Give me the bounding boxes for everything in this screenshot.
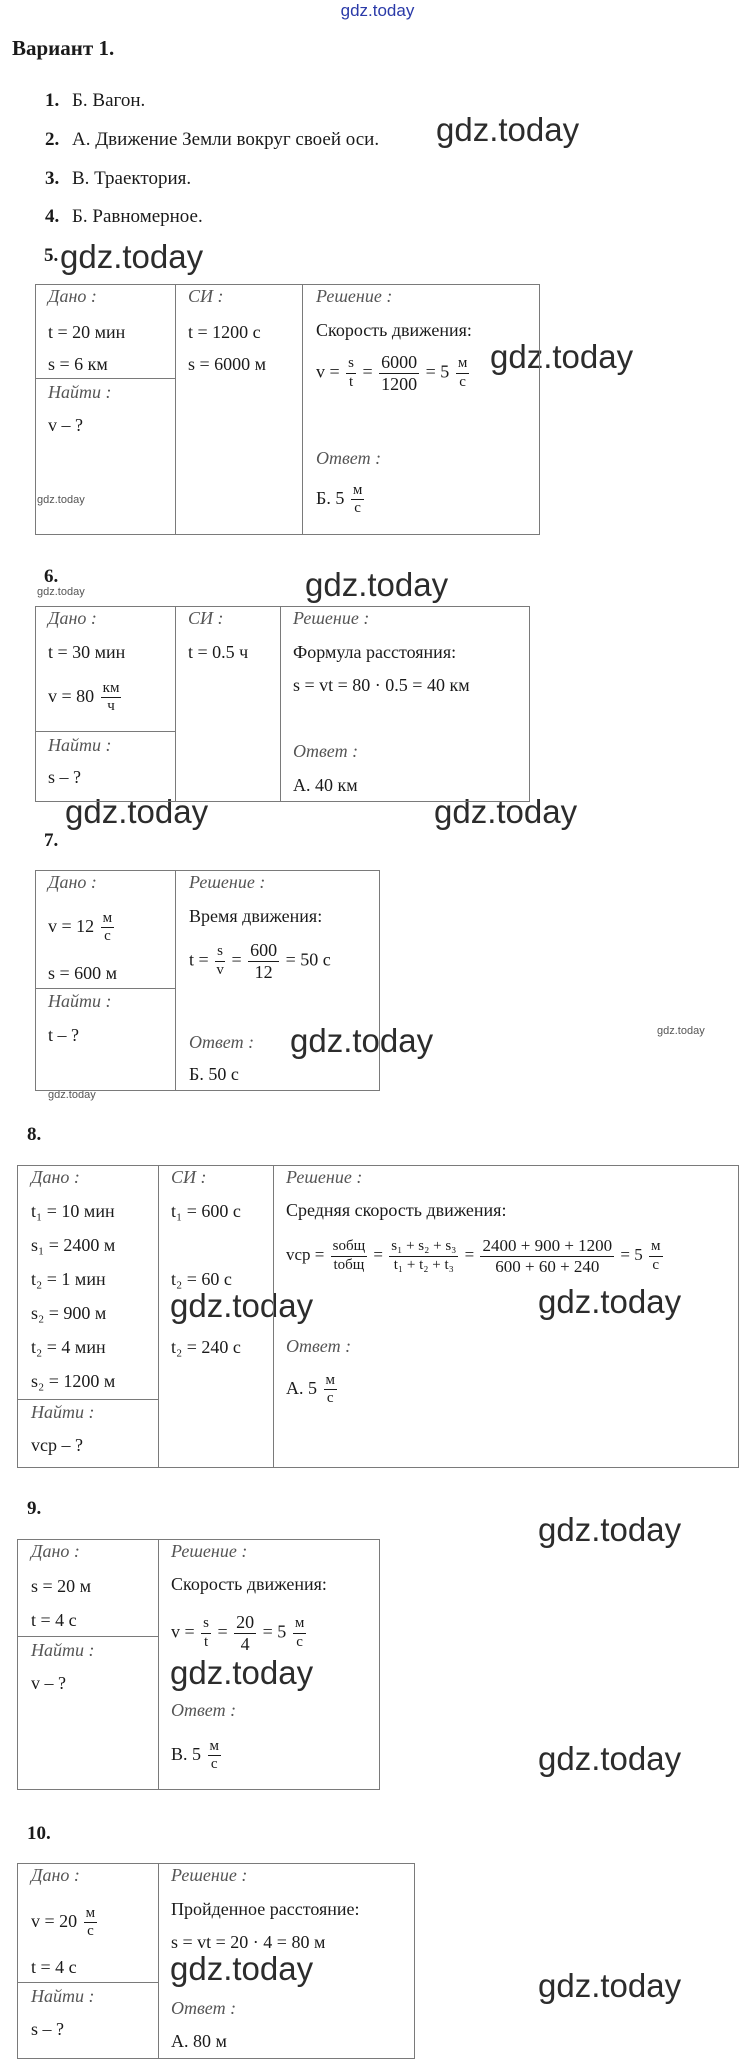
divider (175, 284, 176, 535)
find-line: v – ? (31, 1673, 66, 1693)
divider (158, 1863, 159, 2059)
problem-number: 9. (27, 1498, 42, 1519)
watermark: gdz.today (538, 1511, 682, 1548)
given-line: s₁ = 2400 м (31, 1235, 116, 1255)
answer-label: Ответ : (316, 448, 382, 468)
answer-line: 4. Б. Равномерное. (45, 206, 203, 227)
given-label: Дано : (48, 286, 97, 306)
divider (175, 606, 176, 802)
variant-title: Вариант 1. (12, 36, 115, 60)
divider (280, 606, 281, 802)
find-line: v – ? (48, 415, 83, 435)
given-line: t₂ = 1 мин (31, 1269, 106, 1289)
watermark: gdz.today (60, 238, 204, 275)
problem-number: 6. (44, 566, 59, 587)
divider (158, 1165, 159, 1468)
answer-label: Ответ : (171, 1998, 237, 2018)
si-line: t = 1200 с (188, 322, 261, 342)
solution-label: Решение : (286, 1167, 363, 1187)
answer-value: В. 5 $\frac{м}{с}$ (171, 1738, 220, 1773)
watermark-small: gdz.today (37, 494, 85, 506)
watermark: gdz.today (170, 1287, 314, 1324)
given-line: t = 4 с (31, 1957, 77, 1977)
divider (35, 988, 175, 989)
si-line: s = 6000 м (188, 354, 267, 374)
answer-line: 1. Б. Вагон. (45, 90, 146, 111)
find-label: Найти : (31, 1986, 95, 2006)
watermark: gdz.today (170, 1654, 314, 1691)
divider (302, 284, 303, 535)
answer-label: Ответ : (171, 1700, 237, 1720)
divider (175, 870, 176, 1091)
answer-label: Ответ : (286, 1336, 352, 1356)
given-line: s = 600 м (48, 963, 118, 983)
find-label: Найти : (48, 735, 112, 755)
given-line: s = 20 м (31, 1576, 92, 1596)
formula: v = $\frac{s}{t}$ = $\frac{20}{4}$ = 5 $\frac{м}{с}$ (171, 1612, 305, 1654)
solution-caption: Пройденное расстояние: (171, 1899, 360, 1919)
solution-caption: Скорость движения: (316, 320, 472, 340)
solution-caption: Формула расстояния: (293, 642, 457, 662)
problem-number: 5. (44, 245, 59, 266)
find-label: Найти : (48, 991, 112, 1011)
given-label: Дано : (31, 1167, 80, 1187)
given-line: v = 20 $\frac{м}{с}$ (31, 1905, 96, 1940)
divider (35, 731, 175, 732)
given-line: v = 12 $\frac{м}{с}$ (48, 910, 113, 945)
watermark: gdz.today (170, 1950, 314, 1987)
divider (158, 1539, 159, 1790)
answer-value: А. 80 м (171, 2031, 227, 2051)
given-line: t = 20 мин (48, 322, 126, 342)
watermark: gdz.today (65, 793, 209, 830)
watermark: gdz.today (538, 1740, 682, 1777)
answer-line: 3. В. Траектория. (45, 168, 192, 189)
watermark: gdz.today (538, 1283, 682, 1320)
site-logo: gdz.today (340, 1, 415, 20)
problem-number: 10. (27, 1823, 51, 1844)
si-label: СИ : (171, 1167, 207, 1187)
solution-label: Решение : (316, 286, 393, 306)
solution-label: Решение : (293, 608, 370, 628)
watermark: gdz.today (434, 793, 578, 830)
si-line: t₂ = 240 с (171, 1337, 241, 1357)
given-label: Дано : (31, 1541, 80, 1561)
divider (17, 1982, 158, 1983)
formula: s = vt = 20 · 4 = 80 м (171, 1932, 326, 1952)
solution-label: Решение : (171, 1541, 248, 1561)
solution-caption: Скорость движения: (171, 1574, 327, 1594)
watermark: gdz.today (436, 111, 580, 148)
answer-value: А. 5 $\frac{м}{с}$ (286, 1372, 335, 1407)
si-label: СИ : (188, 286, 224, 306)
divider (17, 1399, 158, 1400)
given-label: Дано : (48, 608, 97, 628)
solution-label: Решение : (171, 1865, 248, 1885)
find-label: Найти : (31, 1402, 95, 1422)
formula: v = $\frac{s}{t}$ = $\frac{6000}{1200}$ = 5 $\frac{м}{с}$ (316, 352, 468, 394)
given-line: t = 30 мин (48, 642, 126, 662)
si-label: СИ : (188, 608, 224, 628)
solution-label: Решение : (189, 872, 266, 892)
si-line: t₂ = 60 с (171, 1269, 232, 1289)
divider (35, 378, 175, 379)
watermark: gdz.today (490, 338, 634, 375)
si-line: t = 0.5 ч (188, 642, 249, 662)
answer-line: 2. А. Движение Земли вокруг своей оси. (45, 129, 380, 150)
watermark: gdz.today (305, 566, 449, 603)
given-line: t₂ = 4 мин (31, 1337, 106, 1357)
given-label: Дано : (48, 872, 97, 892)
si-line: t₁ = 600 с (171, 1201, 241, 1221)
find-line: vср – ? (31, 1435, 83, 1455)
formula: vср = $\frac{\text{sобщ}}{\text{tобщ}}$ = $\frac{\text{s₁ + s₂ + s₃}}{\text{t₁ + t₂ + t₃}}$ = $\frac{2400 + 900 + 1200}{600 + 60 + 240}$ = 5 $\frac{м}{с}$ (286, 1236, 661, 1276)
given-label: Дано : (31, 1865, 80, 1885)
problem-table (17, 1863, 415, 2059)
divider (17, 1636, 158, 1637)
given-line: s₂ = 1200 м (31, 1371, 116, 1391)
find-label: Найти : (31, 1640, 95, 1660)
find-label: Найти : (48, 382, 112, 402)
answer-label: Ответ : (293, 741, 359, 761)
watermark-small: gdz.today (37, 586, 85, 598)
divider (273, 1165, 274, 1468)
answer-value: А. 40 км (293, 775, 358, 795)
problem-number: 7. (44, 830, 59, 851)
formula: s = vt = 80 · 0.5 = 40 км (293, 675, 470, 695)
answer-value: Б. 5 $\frac{м}{с}$ (316, 482, 363, 517)
watermark: gdz.today (290, 1022, 434, 1059)
watermark-small: gdz.today (48, 1089, 96, 1101)
find-line: s – ? (48, 767, 81, 787)
given-line: s₂ = 900 м (31, 1303, 107, 1323)
solution-caption: Средняя скорость движения: (286, 1200, 507, 1220)
find-line: s – ? (31, 2019, 64, 2039)
watermark-small: gdz.today (657, 1025, 705, 1037)
problem-number: 8. (27, 1124, 42, 1145)
find-line: t – ? (48, 1025, 79, 1045)
given-line: t = 4 с (31, 1610, 77, 1630)
answer-label: Ответ : (189, 1032, 255, 1052)
solution-caption: Время движения: (189, 906, 323, 926)
formula: t = $\frac{s}{v}$ = $\frac{600}{12}$ = 50 с (189, 940, 331, 982)
answer-value: Б. 50 с (189, 1064, 239, 1084)
given-line: s = 6 км (48, 354, 108, 374)
watermark: gdz.today (538, 1967, 682, 2004)
given-line: v = 80 $\frac{км}{ч}$ (48, 680, 120, 715)
given-line: t₁ = 10 мин (31, 1201, 115, 1221)
